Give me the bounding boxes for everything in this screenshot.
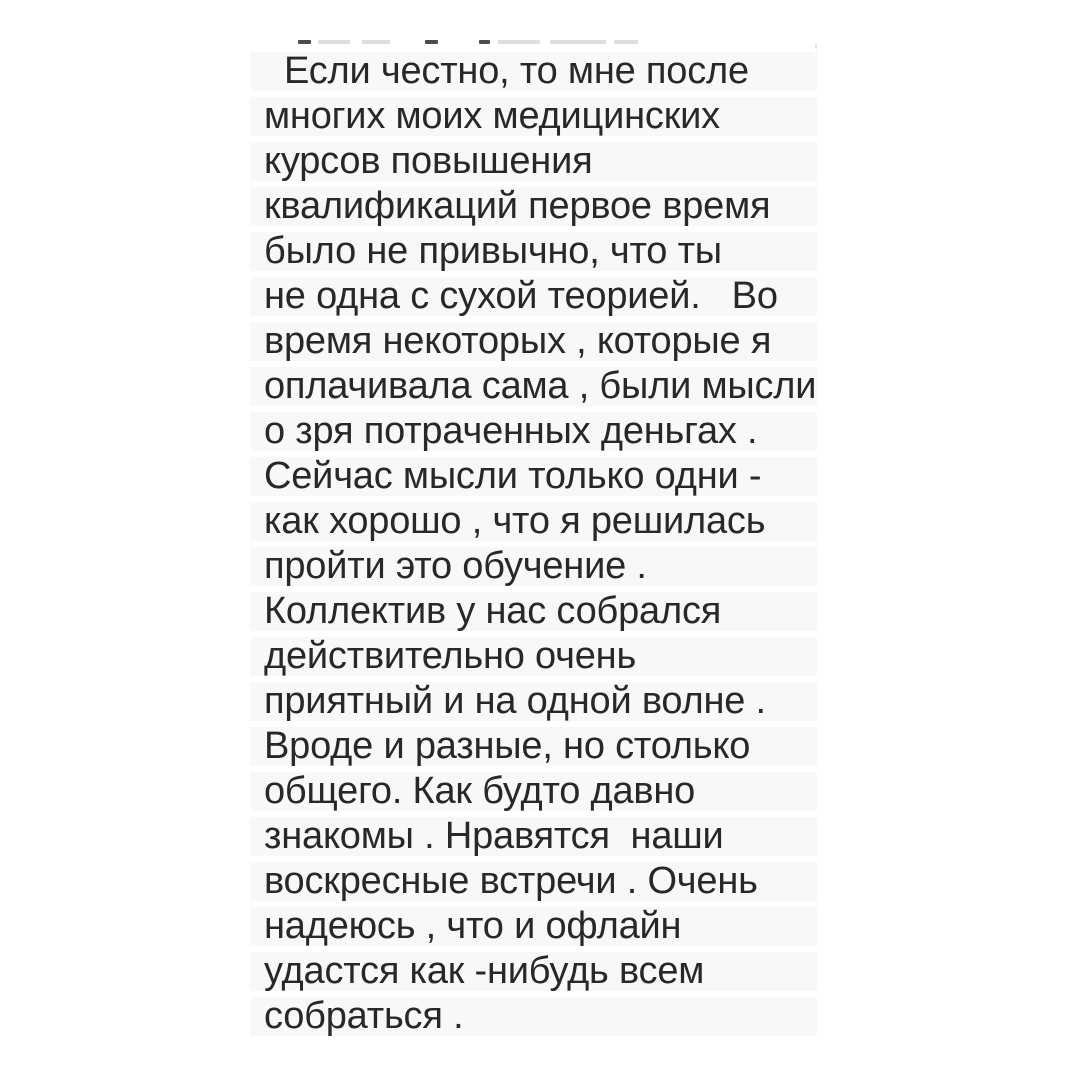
pasted-screenshot-region	[250, 36, 817, 1046]
remnant-dash	[498, 40, 540, 44]
text-line: Коллектив у нас собрался	[250, 589, 817, 634]
cropped-text-remnant	[250, 38, 817, 48]
text-line: общего. Как будто давно	[250, 769, 817, 814]
testimonial-text	[250, 49, 817, 1039]
text-line: приятный и на одной волне .	[250, 679, 817, 724]
text-line: Если честно, то мне после	[250, 49, 817, 94]
text-line: время некоторых , которые я	[250, 319, 817, 364]
text-line: Вроде и разные, но столько	[250, 724, 817, 769]
remnant-dash	[479, 40, 490, 44]
text-line: знакомы . Нравятся наши	[250, 814, 817, 859]
text-line: воскресные встречи . Очень	[250, 859, 817, 904]
text-line: действительно очень	[250, 634, 817, 679]
remnant-dash	[298, 40, 311, 44]
text-line: о зря потраченных деньгах .	[250, 409, 817, 454]
text-line: удастся как -нибудь всем	[250, 949, 817, 994]
remnant-dash	[318, 40, 350, 44]
text-line: пройти это обучение .	[250, 544, 817, 589]
text-line: курсов повышения	[250, 139, 817, 184]
remnant-dash	[614, 40, 638, 44]
remnant-dash	[425, 40, 438, 44]
text-line: Сейчас мысли только одни -	[250, 454, 817, 499]
text-line: оплачивала сама , были мысли	[250, 364, 817, 409]
text-line: было не привычно, что ты	[250, 229, 817, 274]
text-line: не одна с сухой теорией. Во	[250, 274, 817, 319]
text-line: как хорошо , что я решилась	[250, 499, 817, 544]
text-line: собраться .	[250, 994, 817, 1039]
text-line: надеюсь , что и офлайн	[250, 904, 817, 949]
remnant-dash	[362, 40, 390, 44]
remnant-dash	[550, 40, 606, 44]
text-line: квалификаций первое время	[250, 184, 817, 229]
text-line: многих моих медицинских	[250, 94, 817, 139]
